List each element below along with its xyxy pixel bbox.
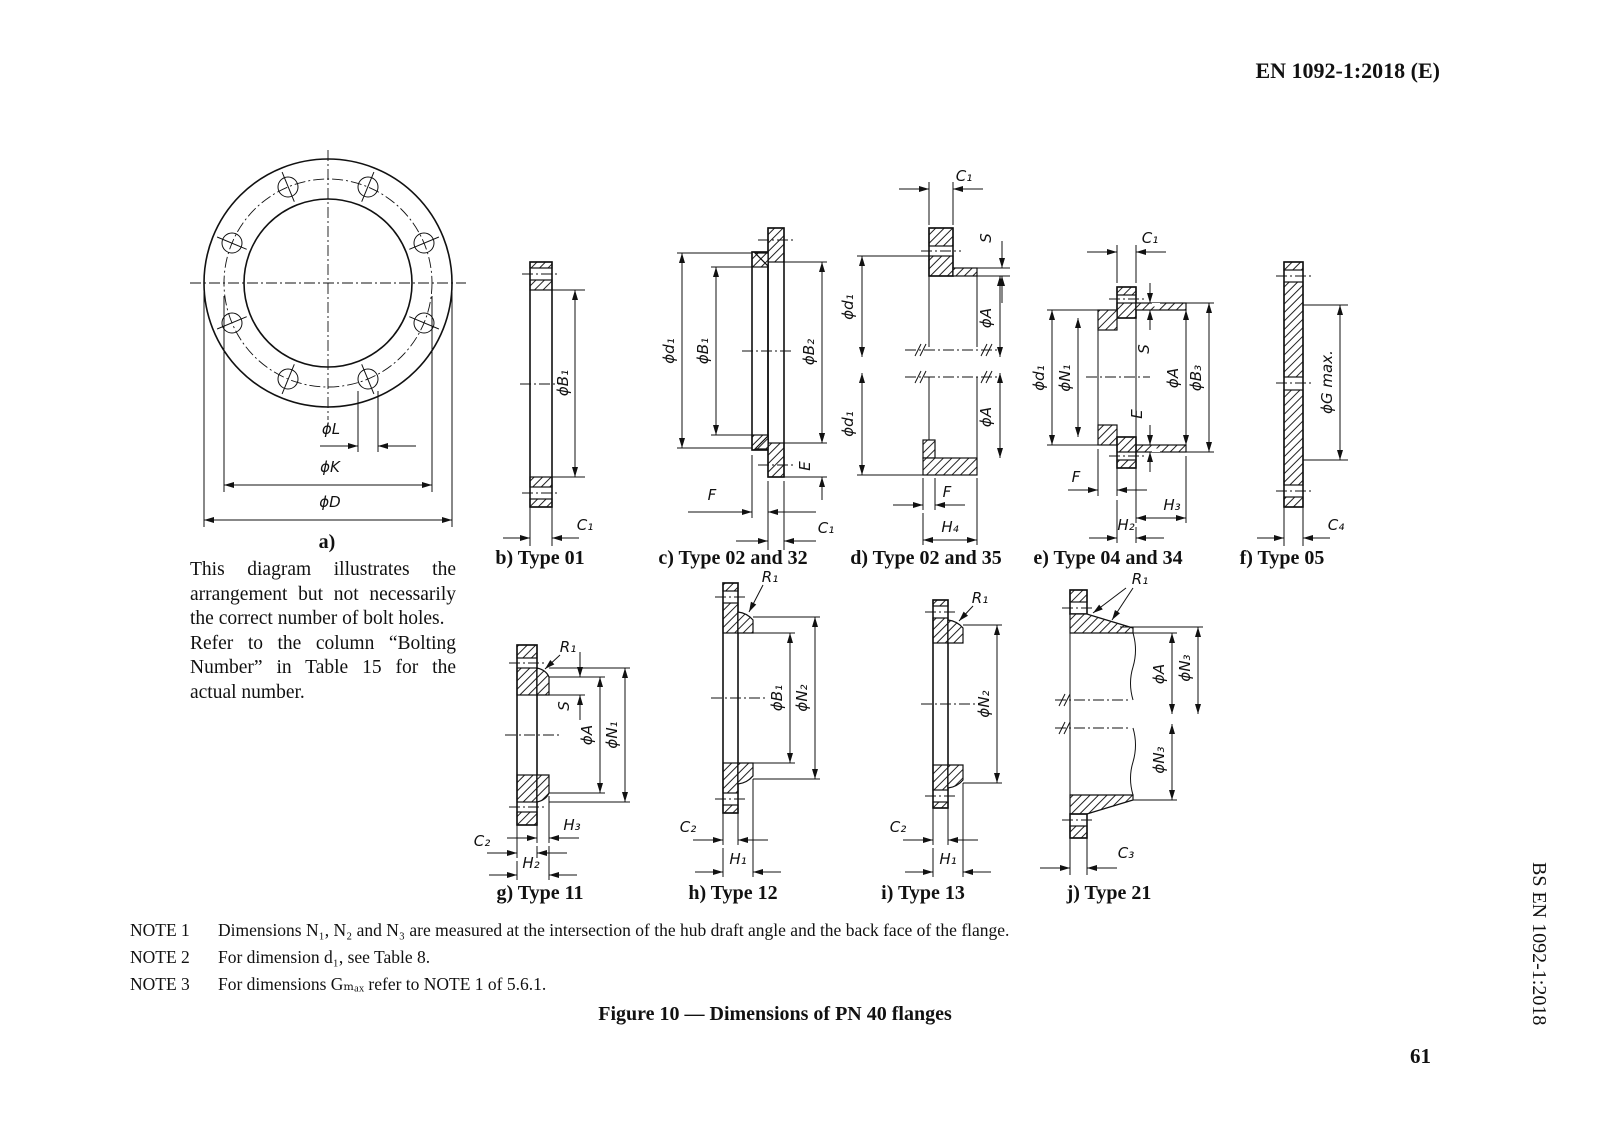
figure-title: Figure 10 — Dimensions of PN 40 flanges: [598, 1003, 952, 1025]
figure-caption-i: i) Type 13: [881, 882, 965, 904]
dim-label-G: ϕG max.: [1318, 350, 1336, 414]
figure-caption-f: f) Type 05: [1239, 547, 1325, 569]
dim-label-E: E: [796, 461, 814, 471]
dim-label-C3: C₃: [1117, 844, 1135, 862]
figure-a-bolt-circle: [190, 150, 466, 527]
dim-label-C4: C₄: [1327, 516, 1345, 534]
dim-label-N1: ϕN₁: [1056, 364, 1074, 392]
figure-caption-j: j) Type 21: [1066, 882, 1152, 904]
note-2-label: NOTE 2: [130, 947, 190, 967]
dim-label-E: E: [1128, 409, 1146, 419]
note-2-text: For dimension d₁, see Table 8.: [218, 947, 431, 967]
note-1-text: Dimensions N₁, N₂ and N₃ are measured at the intersection of the hub draft angle and the back face of the flange.: [218, 920, 1010, 940]
dim-label-H2: H₂: [1117, 516, 1135, 534]
dim-label-C1: C₁: [955, 167, 973, 185]
dim-label-C2: C₂: [473, 832, 491, 850]
dim-label-N2: ϕN₂: [975, 690, 993, 718]
note-3-text: For dimensions Gₘₐₓ refer to NOTE 1 of 5.6.1.: [218, 974, 547, 994]
dim-label-B1: ϕB₁: [768, 684, 786, 712]
dim-label-N3a: ϕN₃: [1176, 654, 1194, 682]
dim-label-d1: ϕd₁: [660, 338, 678, 364]
dim-label-R1: R₁: [971, 589, 989, 607]
dim-label-A: ϕA: [578, 724, 596, 746]
figure-caption-d: d) Type 02 and 35: [850, 547, 1002, 569]
dim-label-N2: ϕN₂: [793, 684, 811, 712]
dim-label-N1: ϕN₁: [603, 721, 621, 749]
dim-label-H1: H₁: [939, 850, 957, 868]
figure-g-type11: [474, 638, 630, 880]
dim-label-B2: ϕB₂: [800, 338, 818, 366]
figure-f-type05: [1257, 262, 1348, 546]
dim-label-A: ϕA: [1164, 367, 1182, 389]
diagram-a-description: [190, 558, 456, 705]
dim-label-B1: ϕB₁: [554, 369, 572, 397]
dim-label-A: ϕA: [1150, 663, 1168, 685]
dim-label-H3: H₃: [1163, 496, 1181, 514]
dim-label-C2: C₂: [889, 818, 907, 836]
dim-label-C1: C₁: [1141, 229, 1159, 247]
dim-label-K: ϕK: [320, 458, 340, 476]
standard-side-label: BS EN 1092-1:2018: [1528, 862, 1550, 1026]
figure-caption-b: b) Type 01: [495, 547, 585, 569]
dim-label-B3: ϕB₃: [1187, 364, 1205, 392]
dim-label-d1a: ϕd₁: [839, 294, 857, 320]
figure-i-type13: [890, 589, 1002, 877]
dim-label-Ab: ϕA: [977, 406, 995, 428]
dim-label-C1: C₁: [576, 516, 594, 534]
dim-label-F: F: [942, 483, 952, 501]
dim-label-d1b: ϕd₁: [839, 411, 857, 437]
dim-label-F: F: [707, 486, 717, 504]
dim-label-C1: C₁: [817, 519, 835, 537]
dim-label-S: S: [555, 701, 573, 711]
note-2: [130, 947, 430, 968]
page-number: 61: [1410, 1044, 1431, 1068]
dim-label-R1: R₁: [761, 568, 779, 586]
figure-d-type02-35: [839, 167, 1010, 545]
dim-label-Aa: ϕA: [977, 307, 995, 329]
dim-label-R1: R₁: [1131, 570, 1149, 588]
dim-label-F: F: [1071, 468, 1081, 486]
figure-caption-g: g) Type 11: [496, 882, 584, 904]
dim-label-L: ϕL: [321, 420, 341, 438]
dim-label-H3: H₃: [563, 816, 581, 834]
diagram-a-description-line2: Refer to the column “Bolting Number” in Table 15 for the actual number.: [190, 632, 456, 703]
figure-b-type01: [503, 262, 593, 546]
dim-label-S: S: [1135, 344, 1153, 354]
dim-label-R1: R₁: [559, 638, 577, 656]
dim-label-H1: H₁: [729, 850, 747, 868]
figure-h-type12: [680, 568, 820, 877]
dim-label-H2: H₂: [522, 854, 540, 872]
figure-caption-c: c) Type 02 and 32: [658, 547, 808, 569]
figure-caption-a: a): [318, 531, 336, 553]
note-3: [130, 974, 546, 995]
diagram-a-description-line1: This diagram illustrates the arrangement but not necessarily the correct number of bolt holes.: [190, 559, 456, 629]
figure-caption-e: e) Type 04 and 34: [1033, 547, 1183, 569]
dim-label-C2: C₂: [679, 818, 697, 836]
dim-label-H4: H₄: [941, 518, 959, 536]
dim-label-S: S: [977, 233, 995, 243]
figure-caption-h: h) Type 12: [688, 882, 778, 904]
figure-c-type02-32: [660, 228, 834, 550]
figure-j-type21: [1040, 570, 1203, 875]
dim-label-D: ϕD: [319, 493, 341, 511]
dim-label-d1: ϕd₁: [1030, 365, 1048, 391]
page-header: EN 1092-1:2018 (E): [1255, 58, 1440, 83]
note-1-label: NOTE 1: [130, 920, 190, 940]
note-3-label: NOTE 3: [130, 974, 190, 994]
note-1: [130, 920, 1009, 941]
figure-e-type04-34: [1030, 229, 1214, 543]
dim-label-B1: ϕB₁: [694, 337, 712, 365]
dim-label-N3b: ϕN₃: [1150, 746, 1168, 774]
